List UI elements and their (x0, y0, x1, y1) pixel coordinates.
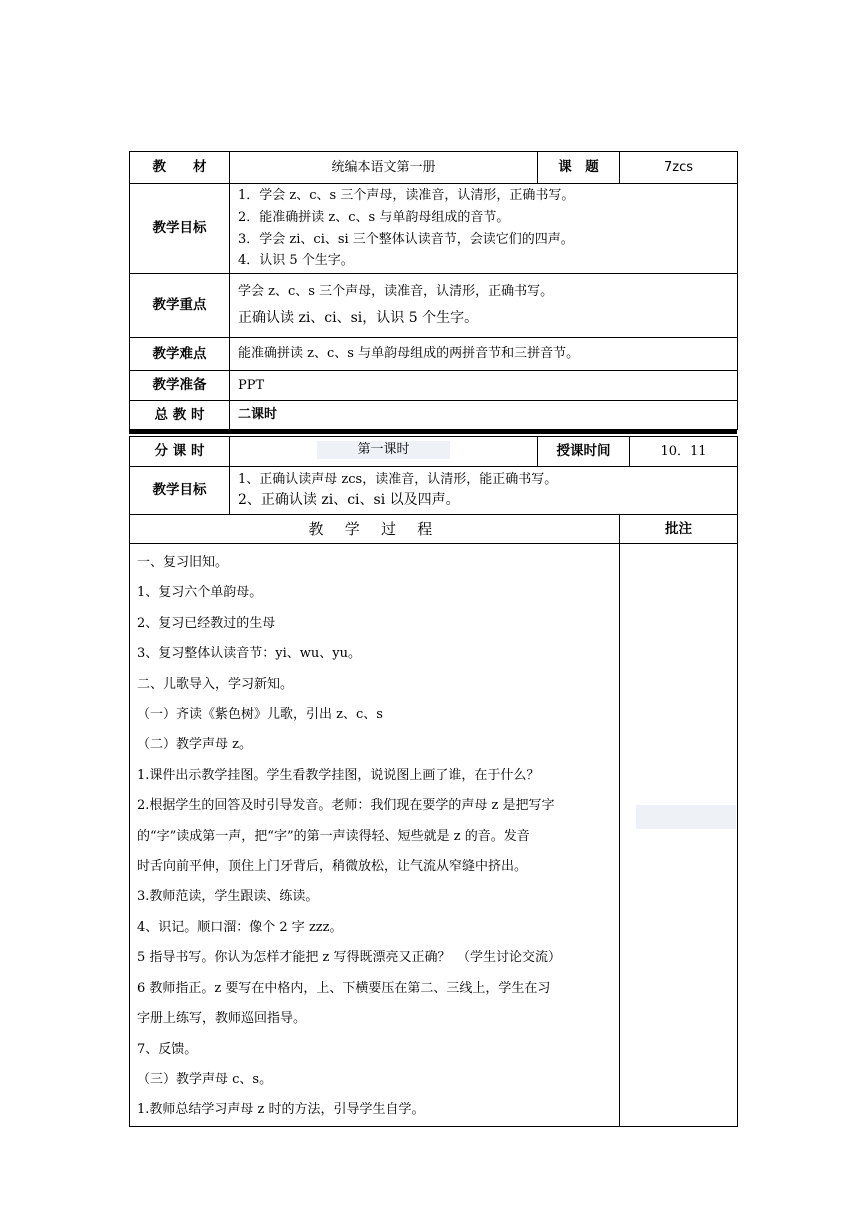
class-date-label: 授课时间 (538, 437, 630, 467)
difficulty-label: 教学难点 (130, 338, 230, 371)
key-point-line: 学会 z、c、s 三个声母，读准音，认清形，正确书写。 (238, 283, 554, 299)
process-line: 1、复习六个单韵母。 (137, 585, 263, 601)
process-line: 时舌向前平伸，顶住上门牙背后，稍微放松，让气流从窄缝中挤出。 (137, 859, 528, 875)
lesson-info-table (129, 151, 738, 430)
total-hours-value: 二课时 (230, 401, 738, 430)
session-value: 第一课时 (317, 441, 449, 459)
session-goals-label: 教学目标 (130, 467, 230, 515)
notes-content (620, 544, 738, 1127)
session-goal-line: 1、正确认读声母 zcs，读准音，认清形，能正确书写。 (238, 472, 558, 488)
process-line: 1.课件出示教学挂图。学生看教学挂图，说说图上画了谁，在于什么？ (137, 767, 540, 783)
process-line: 2.根据学生的回答及时引导发音。老师：我们现在要学的声母 z 是把写字 (137, 798, 555, 814)
textbook-label: 教 材 (130, 152, 230, 184)
process-line: 的“字”读成第一声，把“字”的第一声读得轻、短些就是 z 的音。发音 (137, 828, 530, 844)
process-line: （一）齐读《紫色树》儿歌，引出 z、c、s (137, 707, 383, 723)
process-line: 3、复习整体认读音节：yi、wu、yu。 (137, 646, 361, 662)
process-line: 二、儿歌导入，学习新知。 (137, 676, 294, 692)
key-point-line: 正确认读 zi、ci、si，认识 5 个生字。 (238, 310, 479, 327)
notes-title: 批注 (620, 515, 738, 544)
session-goal-line: 2、正确认读 zi、ci、si 以及四声。 (238, 491, 460, 508)
goal-line: 1．学会 z、c、s 三个声母，读准音，认清形，正确书写。 (238, 188, 575, 204)
class-date-value: 10．11 (630, 437, 738, 467)
difficulty-value: 能准确拼读 z、c、s 与单韵母组成的两拼音节和三拼音节。 (230, 338, 738, 371)
preparation-value: PPT (230, 371, 738, 401)
process-line: 字册上练写，教师巡回指导。 (137, 1011, 307, 1027)
process-line: 4、识记。顺口溜：像个 2 字 zzz。 (137, 919, 343, 935)
process-line: 1.教师总结学习声母 z 时的方法，引导学生自学。 (137, 1102, 425, 1118)
goal-line: 3．学会 zi、ci、si 三个整体认读音节，会读它们的四声。 (238, 231, 574, 247)
process-line: 5 指导书写。你认为怎样才能把 z 写得既漂亮又正确？ （学生讨论交流） (137, 950, 562, 966)
topic-value: 7zcs (620, 152, 738, 184)
table-separator (129, 430, 737, 434)
process-title: 教 学 过 程 (130, 515, 620, 544)
session-label: 分 课 时 (130, 437, 230, 467)
process-line: （二）教学声母 z。 (137, 737, 252, 753)
process-content (130, 544, 620, 1127)
textbook-value: 统编本语文第一册 (230, 152, 538, 184)
session-value-cell (230, 437, 538, 467)
key-points (230, 274, 738, 338)
process-line: 6 教师指正。z 要写在中格内，上、下横要压在第二、三线上，学生在习 (137, 980, 551, 996)
teaching-goals-label: 教学目标 (130, 184, 230, 274)
process-line: 一、复习旧知。 (137, 555, 229, 570)
session-goals (230, 467, 738, 515)
process-line: （三）教学声母 c、s。 (137, 1071, 273, 1087)
preparation-label: 教学准备 (130, 371, 230, 401)
process-line: 3.教师范读，学生跟读、练读。 (137, 889, 319, 905)
teaching-goals (230, 184, 738, 274)
process-line: 7、反馈。 (137, 1041, 198, 1057)
goal-line: 4．认识 5 个生字。 (238, 253, 354, 269)
notes-highlight (636, 805, 736, 829)
goal-line: 2．能准确拼读 z、c、s 与单韵母组成的音节。 (238, 209, 510, 225)
process-line: 2、复习已经教过的生母 (137, 615, 276, 631)
key-points-label: 教学重点 (130, 274, 230, 338)
session-table (129, 436, 738, 1127)
total-hours-label: 总 教 时 (130, 401, 230, 430)
topic-label: 课 题 (538, 152, 620, 184)
